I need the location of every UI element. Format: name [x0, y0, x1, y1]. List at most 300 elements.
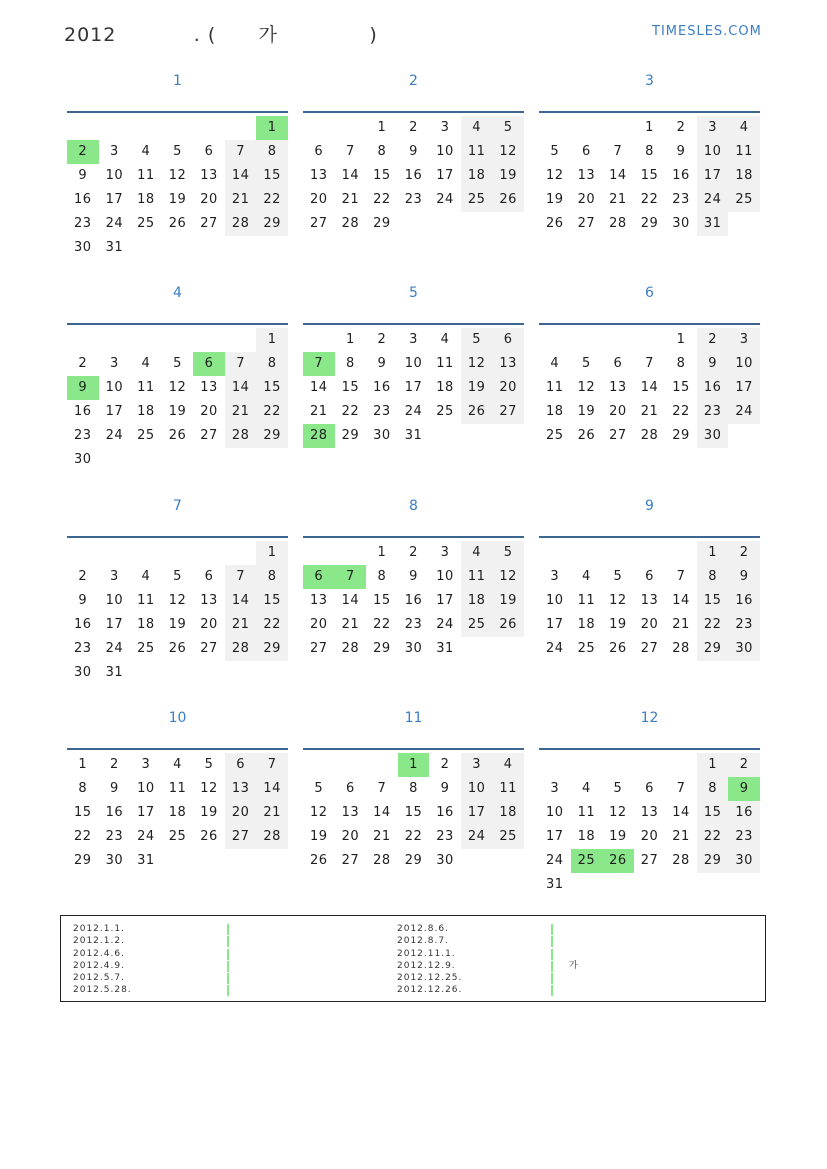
day-cell: 3 — [409, 332, 418, 347]
day-cell: 25 — [546, 428, 564, 443]
empty-cell — [571, 328, 603, 352]
week-row — [539, 164, 760, 188]
day-cell: 3 — [141, 757, 151, 772]
empty-cell — [728, 424, 760, 448]
empty-cell — [335, 753, 367, 777]
day-cell: 24 — [436, 192, 454, 207]
empty-cell — [539, 328, 571, 352]
weekend-day-cell: 21 — [256, 801, 288, 825]
empty-cell — [130, 661, 162, 685]
empty-cell — [539, 541, 571, 565]
week-row — [67, 116, 288, 140]
empty-cell — [665, 753, 697, 777]
legend-row — [397, 984, 579, 996]
day-cell: 22 — [373, 617, 391, 632]
day-cell: 30 — [436, 853, 454, 868]
weekend-day-cell: 4 — [461, 116, 493, 140]
empty-cell — [256, 661, 288, 685]
day-cell: 19 — [168, 404, 187, 419]
weekend-day-cell: 4 — [492, 753, 524, 777]
day-cell: 8 — [345, 356, 355, 371]
day-cell: 5 — [173, 569, 182, 584]
legend-date: 2012.12.25. — [397, 973, 463, 984]
day-cell: 14 — [341, 168, 360, 183]
week-row — [303, 376, 524, 400]
week-row — [67, 352, 288, 376]
weekend-day-cell: 23 — [728, 613, 760, 637]
month-grid — [67, 541, 288, 685]
day-cell: 24 — [546, 853, 564, 868]
day-cell: 10 — [105, 593, 124, 608]
legend-date: 2012.5.7. — [73, 973, 125, 984]
holiday-legend — [60, 915, 766, 1002]
empty-cell — [398, 212, 430, 236]
week-row — [539, 589, 760, 613]
weekend-day-cell: 17 — [461, 801, 493, 825]
day-cell: 26 — [577, 428, 596, 443]
empty-cell — [130, 328, 162, 352]
weekend-day-cell: 20 — [492, 376, 524, 400]
day-cell: 21 — [640, 404, 659, 419]
day-cell: 8 — [377, 569, 387, 584]
day-cell: 26 — [168, 641, 187, 656]
weekend-day-cell: 30 — [697, 424, 729, 448]
empty-cell — [571, 541, 603, 565]
empty-cell — [303, 116, 335, 140]
week-row — [67, 164, 288, 188]
day-cell: 13 — [341, 805, 360, 820]
page-title: 2012 . ( 가 ) — [64, 24, 378, 46]
day-cell: 2 — [78, 569, 88, 584]
weekend-day-cell: 28 — [225, 424, 257, 448]
day-cell: 13 — [609, 380, 627, 395]
month-grid — [67, 328, 288, 472]
day-cell: 29 — [341, 428, 360, 443]
legend-date: 2012.5.28. — [73, 985, 132, 996]
day-cell: 13 — [200, 593, 218, 608]
day-cell: 31 — [105, 665, 124, 680]
empty-cell — [539, 753, 571, 777]
weekend-day-cell: 22 — [256, 188, 288, 212]
empty-cell — [193, 661, 225, 685]
legend-date: 2012.12.9. — [397, 960, 456, 971]
weekend-day-cell: 13 — [492, 352, 524, 376]
week-row — [303, 352, 524, 376]
empty-cell — [539, 116, 571, 140]
month-name: 7 — [173, 498, 182, 514]
month-divider — [67, 323, 288, 325]
weekend-day-cell: 5 — [492, 541, 524, 565]
day-cell: 2 — [409, 545, 418, 560]
empty-cell — [571, 116, 603, 140]
day-cell: 23 — [74, 641, 92, 656]
day-cell: 5 — [314, 781, 324, 796]
legend-date: 2012.1.2. — [73, 936, 125, 947]
empty-cell — [162, 448, 194, 472]
empty-cell — [303, 753, 335, 777]
month-grid — [303, 116, 524, 236]
holiday-day-cell: 9 — [728, 777, 760, 801]
weekend-day-cell: 26 — [461, 400, 493, 424]
day-cell: 13 — [310, 593, 328, 608]
holiday-day-cell: 25 — [571, 849, 603, 873]
legend-date: 2012.1.1. — [73, 924, 125, 934]
day-cell: 8 — [377, 144, 387, 159]
day-cell: 16 — [105, 805, 124, 820]
day-cell: 17 — [546, 617, 564, 632]
day-cell: 24 — [546, 641, 564, 656]
day-cell: 25 — [436, 404, 454, 419]
week-row — [303, 637, 524, 661]
weekend-day-cell: 20 — [225, 801, 257, 825]
day-cell: 3 — [109, 569, 119, 584]
day-cell: 11 — [137, 168, 155, 183]
week-row — [303, 777, 524, 801]
day-cell: 17 — [105, 192, 124, 207]
day-cell: 31 — [105, 240, 124, 255]
week-row — [67, 637, 288, 661]
legend-holiday-name: 가 — [569, 960, 579, 971]
week-row — [67, 212, 288, 236]
week-row — [67, 801, 288, 825]
weekend-day-cell: 11 — [492, 777, 524, 801]
week-row — [539, 188, 760, 212]
weekend-day-cell: 16 — [697, 376, 729, 400]
empty-cell — [225, 236, 257, 260]
day-cell: 6 — [314, 144, 324, 159]
empty-cell — [303, 541, 335, 565]
day-cell: 23 — [404, 617, 423, 632]
day-cell: 19 — [168, 192, 187, 207]
weekend-day-cell: 7 — [225, 352, 257, 376]
empty-cell — [162, 328, 194, 352]
weekend-day-cell: 1 — [256, 328, 288, 352]
weekend-day-cell: 18 — [461, 164, 493, 188]
weekend-day-cell: 15 — [697, 801, 729, 825]
weekend-day-cell: 2 — [728, 753, 760, 777]
empty-cell — [225, 661, 257, 685]
day-cell: 13 — [640, 805, 659, 820]
day-cell: 30 — [105, 853, 124, 868]
legend-row — [73, 972, 245, 984]
day-cell: 20 — [640, 617, 659, 632]
day-cell: 28 — [640, 428, 659, 443]
day-cell: 29 — [373, 641, 391, 656]
day-cell: 13 — [200, 380, 218, 395]
week-row — [303, 849, 524, 873]
weekend-day-cell: 10 — [697, 140, 729, 164]
weekend-day-cell: 3 — [461, 753, 493, 777]
day-cell: 15 — [672, 380, 690, 395]
day-cell: 11 — [546, 380, 564, 395]
day-cell: 16 — [404, 168, 423, 183]
day-cell: 6 — [613, 356, 623, 371]
weekend-day-cell: 17 — [728, 376, 760, 400]
week-row — [539, 140, 760, 164]
weekend-day-cell: 22 — [256, 613, 288, 637]
day-cell: 20 — [310, 192, 328, 207]
week-row — [539, 777, 760, 801]
day-cell: 4 — [581, 781, 591, 796]
day-cell: 11 — [577, 593, 596, 608]
empty-cell — [256, 236, 288, 260]
day-cell: 21 — [341, 617, 360, 632]
day-cell: 23 — [436, 829, 454, 844]
day-cell: 24 — [105, 641, 124, 656]
month-grid — [539, 753, 760, 897]
day-cell: 8 — [645, 144, 654, 159]
day-cell: 7 — [645, 356, 654, 371]
site-link[interactable]: TIMESLES.COM — [652, 24, 762, 39]
day-cell: 12 — [310, 805, 328, 820]
empty-cell — [634, 328, 666, 352]
empty-cell — [130, 448, 162, 472]
day-cell: 9 — [109, 781, 119, 796]
weekend-day-cell: 12 — [461, 352, 493, 376]
week-row — [67, 825, 288, 849]
day-cell: 3 — [440, 545, 450, 560]
legend-row — [73, 948, 245, 960]
week-row — [303, 328, 524, 352]
day-cell: 16 — [436, 805, 454, 820]
weekend-day-cell: 15 — [256, 376, 288, 400]
month-name: 11 — [404, 710, 423, 726]
day-cell: 7 — [676, 569, 686, 584]
day-cell: 20 — [200, 617, 218, 632]
empty-cell — [634, 753, 666, 777]
weekend-day-cell: 29 — [697, 637, 729, 661]
day-cell: 26 — [168, 428, 187, 443]
day-cell: 8 — [78, 781, 88, 796]
day-cell: 12 — [577, 380, 596, 395]
day-cell: 17 — [436, 168, 454, 183]
day-cell: 27 — [200, 641, 218, 656]
day-cell: 2 — [109, 757, 119, 772]
weekend-day-cell: 23 — [728, 825, 760, 849]
weekend-day-cell: 28 — [225, 212, 257, 236]
day-cell: 19 — [577, 404, 596, 419]
day-cell: 18 — [436, 380, 454, 395]
week-row — [539, 212, 760, 236]
day-cell: 24 — [436, 617, 454, 632]
month-divider — [303, 536, 524, 538]
week-row — [67, 753, 288, 777]
day-cell: 26 — [546, 216, 564, 231]
day-cell: 4 — [141, 144, 151, 159]
empty-cell — [130, 541, 162, 565]
week-row — [67, 400, 288, 424]
week-row — [539, 613, 760, 637]
day-cell: 29 — [74, 853, 92, 868]
day-cell: 20 — [577, 192, 596, 207]
weekend-day-cell: 16 — [728, 589, 760, 613]
day-cell: 24 — [137, 829, 155, 844]
day-cell: 11 — [168, 781, 187, 796]
weekend-day-cell: 3 — [728, 328, 760, 352]
day-cell: 27 — [609, 428, 627, 443]
day-cell: 19 — [609, 617, 627, 632]
month-grid — [539, 541, 760, 661]
week-row — [539, 873, 760, 897]
weekend-day-cell: 11 — [728, 140, 760, 164]
day-cell: 30 — [373, 428, 391, 443]
day-cell: 13 — [577, 168, 596, 183]
day-cell: 26 — [200, 829, 218, 844]
day-cell: 2 — [440, 757, 450, 772]
day-cell: 23 — [404, 192, 423, 207]
weekend-day-cell: 22 — [256, 400, 288, 424]
empty-cell — [492, 849, 524, 873]
legend-date: 2012.12.26. — [397, 985, 463, 996]
weekend-day-cell: 16 — [728, 801, 760, 825]
day-cell: 3 — [550, 781, 560, 796]
day-cell: 23 — [74, 428, 92, 443]
day-cell: 15 — [74, 805, 92, 820]
weekend-day-cell: 30 — [728, 637, 760, 661]
week-row — [539, 376, 760, 400]
day-cell: 20 — [341, 829, 360, 844]
legend-row — [397, 972, 579, 984]
empty-cell — [728, 873, 760, 897]
day-cell: 10 — [436, 569, 454, 584]
empty-cell — [162, 116, 194, 140]
month-grid — [539, 328, 760, 448]
day-cell: 26 — [168, 216, 187, 231]
holiday-day-cell: 2 — [67, 140, 99, 164]
week-row — [539, 637, 760, 661]
day-cell: 10 — [105, 380, 124, 395]
month-grid — [67, 753, 288, 873]
day-cell: 5 — [613, 569, 623, 584]
empty-cell — [193, 328, 225, 352]
day-cell: 24 — [404, 404, 423, 419]
empty-cell — [461, 849, 493, 873]
legend-row — [73, 935, 245, 947]
day-cell: 6 — [345, 781, 355, 796]
day-cell: 5 — [613, 781, 623, 796]
day-cell: 17 — [137, 805, 155, 820]
day-cell: 25 — [168, 829, 187, 844]
weekend-day-cell: 19 — [492, 589, 524, 613]
empty-cell — [335, 116, 367, 140]
day-cell: 11 — [137, 593, 155, 608]
day-cell: 21 — [373, 829, 391, 844]
day-cell: 2 — [676, 120, 686, 135]
empty-cell — [492, 212, 524, 236]
day-cell: 7 — [613, 144, 623, 159]
day-cell: 10 — [436, 144, 454, 159]
day-cell: 1 — [377, 120, 387, 135]
week-row — [67, 849, 288, 873]
day-cell: 23 — [373, 404, 391, 419]
day-cell: 19 — [200, 805, 218, 820]
day-cell: 14 — [672, 593, 690, 608]
day-cell: 20 — [640, 829, 659, 844]
day-cell: 15 — [373, 593, 391, 608]
weekend-day-cell: 7 — [225, 140, 257, 164]
day-cell: 10 — [546, 805, 564, 820]
week-row — [67, 661, 288, 685]
legend-row — [397, 935, 579, 947]
holiday-color-bar — [551, 961, 553, 972]
empty-cell — [99, 116, 131, 140]
day-cell: 22 — [404, 829, 423, 844]
holiday-color-bar — [551, 936, 553, 947]
day-cell: 30 — [74, 240, 92, 255]
weekend-day-cell: 1 — [697, 753, 729, 777]
day-cell: 9 — [440, 781, 450, 796]
day-cell: 20 — [310, 617, 328, 632]
day-cell: 9 — [409, 569, 418, 584]
holiday-color-bar — [227, 949, 229, 960]
month-name: 8 — [409, 498, 418, 514]
holiday-day-cell: 26 — [602, 849, 634, 873]
day-cell: 31 — [404, 428, 423, 443]
legend-row — [397, 948, 579, 960]
day-cell: 22 — [672, 404, 690, 419]
day-cell: 21 — [609, 192, 627, 207]
weekend-day-cell: 26 — [492, 188, 524, 212]
empty-cell — [602, 328, 634, 352]
holiday-color-bar — [227, 973, 229, 984]
day-cell: 27 — [200, 216, 218, 231]
week-row — [67, 613, 288, 637]
empty-cell — [67, 116, 99, 140]
month-divider — [539, 536, 760, 538]
month-grid — [303, 328, 524, 448]
day-cell: 29 — [404, 853, 423, 868]
weekend-day-cell: 25 — [728, 188, 760, 212]
week-row — [539, 825, 760, 849]
holiday-day-cell: 7 — [303, 352, 335, 376]
week-row — [539, 116, 760, 140]
week-row — [67, 188, 288, 212]
weekend-day-cell: 24 — [697, 188, 729, 212]
day-cell: 14 — [609, 168, 627, 183]
day-cell: 7 — [345, 144, 355, 159]
holiday-color-bar — [551, 924, 553, 935]
weekend-day-cell: 21 — [225, 400, 257, 424]
weekend-day-cell: 21 — [225, 613, 257, 637]
weekend-day-cell: 4 — [728, 116, 760, 140]
empty-cell — [602, 753, 634, 777]
day-cell: 28 — [672, 853, 690, 868]
weekend-day-cell: 9 — [697, 352, 729, 376]
empty-cell — [571, 753, 603, 777]
week-row — [539, 541, 760, 565]
day-cell: 28 — [341, 641, 360, 656]
holiday-day-cell: 1 — [256, 116, 288, 140]
day-cell: 5 — [173, 144, 182, 159]
weekend-day-cell: 5 — [461, 328, 493, 352]
weekend-day-cell: 8 — [697, 565, 729, 589]
weekend-day-cell: 10 — [461, 777, 493, 801]
legend-date: 2012.8.7. — [397, 936, 449, 947]
empty-cell — [256, 448, 288, 472]
day-cell: 5 — [581, 356, 591, 371]
day-cell: 28 — [341, 216, 360, 231]
legend-row — [397, 923, 579, 935]
day-cell: 4 — [141, 356, 151, 371]
month-divider — [67, 748, 288, 750]
week-row — [67, 589, 288, 613]
day-cell: 10 — [546, 593, 564, 608]
day-cell: 1 — [78, 757, 88, 772]
day-cell: 12 — [168, 380, 187, 395]
holiday-day-cell: 6 — [303, 565, 335, 589]
empty-cell — [492, 637, 524, 661]
day-cell: 7 — [676, 781, 686, 796]
